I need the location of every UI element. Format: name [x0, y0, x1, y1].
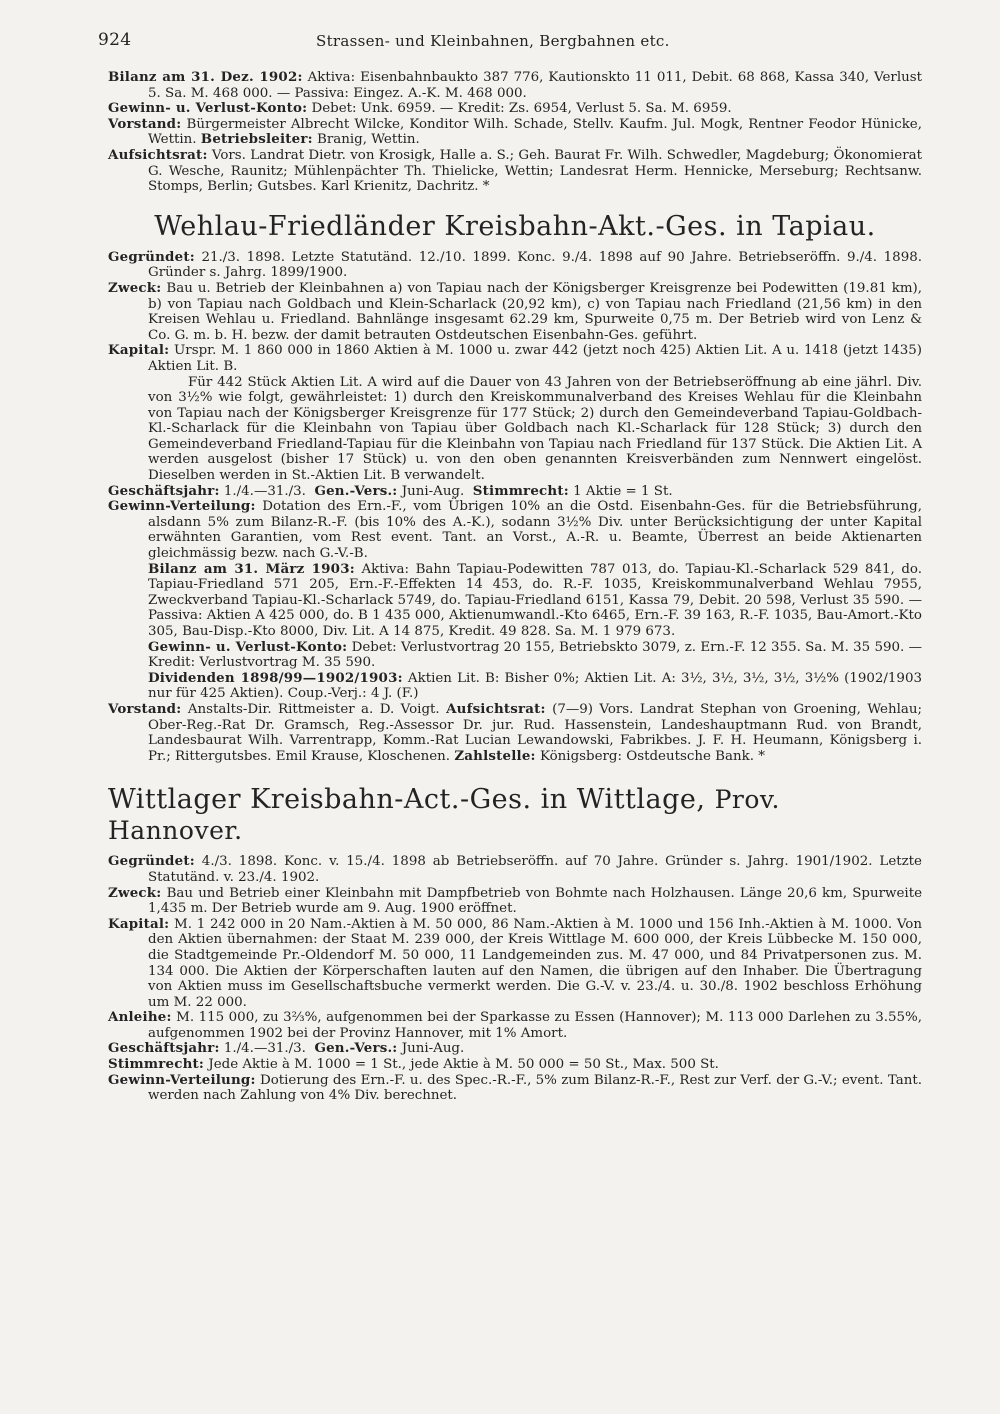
bilanz-label: Bilanz am 31. Dez. 1902: [108, 69, 303, 85]
genvers-label: Gen.-Vers.: [314, 1040, 398, 1057]
aufsichtsrat-text: (7—9) Vors. Landrat Stephan von Groening, Wehlau; Ober-Reg.-Rat Dr. Gramsch, Reg.-Assessor Dr. jur. Rud. Hassenstein, Landeshauptmann Rud. von Brandt, Landesbaurat Wilh. Varrentrapp, Komm.-Rat Lucian Lewandowski, Fabrikbes. J. F. H. Heumann, Königsberg i. Pr.; Rittergutsbes. Emil Krause, Kloschenen. [148, 701, 922, 764]
anleihe-text: M. 115 000, zu 3⅔%, aufgenommen bei der Sparkasse zu Essen (Hannover); M. 113 000 Darlehen zu 3.55%, aufgenommen 1902 bei der Provinz Hannover, mit 1% Amort. [148, 1010, 922, 1041]
gegruendet-label: Gegründet: [108, 248, 195, 265]
bilanz-text: Aktiva: Eisenbahnbaukto 387 776, Kautionskto 11 011, Debit. 68 868, Kassa 340, Verlust 5. Sa. M. 468 000. — Passiva: Eingez. A.-K. M. 468 000. [148, 70, 922, 101]
aufsichtsrat-label: Aufsichtsrat: [108, 146, 208, 163]
kapital-entry [108, 917, 922, 1011]
running-head [98, 30, 922, 60]
running-title: Strassen- und Kleinbahnen, Bergbahnen etc. [316, 32, 670, 50]
betriebsleiter-label: Betriebsleiter: [200, 131, 313, 148]
top-fragment [108, 70, 922, 195]
vorstand-entry [108, 117, 922, 148]
bilanz-entry [108, 70, 922, 101]
geschaeftsjahr-text: 1./4.—31./3. [223, 1041, 306, 1057]
aufsichtsrat-label: Aufsichtsrat: [446, 700, 546, 717]
bilanz-entry [108, 562, 922, 640]
gewinnverteilung-label: Gewinn-Verteilung: [108, 498, 256, 515]
stimmrecht-text: Jede Aktie à M. 1000 = 1 St., jede Aktie à M. 50 000 = 50 St., Max. 500 St. [208, 1057, 719, 1073]
zweck-entry [108, 281, 922, 343]
anleihe-label: Anleihe: [108, 1009, 172, 1026]
gegruendet-entry [108, 250, 922, 281]
gewinnverteilung-entry [108, 1073, 922, 1104]
geschaeftsjahr-label: Geschäftsjahr: [108, 1040, 220, 1057]
zweck-entry [108, 886, 922, 917]
page-number: 924 [98, 30, 132, 50]
aufsichtsrat-entry [108, 148, 922, 195]
stimmrecht-label: Stimmrecht: [108, 1056, 205, 1073]
genvers-text: Juni-Aug. [401, 1041, 465, 1057]
gewinn-label: Gewinn- u. Verlust-Konto: [108, 100, 308, 117]
aufsichtsrat-text: Vors. Landrat Dietr. von Krosigk, Halle a. S.; Geh. Baurat Fr. Wilh. Schwedler, Magdeburg; Ökonomierat G. Wesche, Raunitz; Mühlenpächter Th. Thielicke, Wettin; Landesrat Herm. Hennicke, Merseburg; Rechtsanw. Stomps, Berlin; Gutsbes. Karl Krienitz, Dachritz. * [148, 147, 922, 195]
kapital-text: Urspr. M. 1 860 000 in 1860 Aktien à M. 1000 u. zwar 442 (jetzt noch 425) Aktien Lit. A u. 1418 (jetzt 1435) Aktien Lit. B. [148, 343, 922, 374]
genvers-label: Gen.-Vers.: [314, 482, 398, 499]
vorstand-label: Vorstand: [108, 115, 182, 132]
gegruendet-text: 21./3. 1898. Letzte Statutänd. 12./10. 1899. Konc. 9./4. 1898 auf 90 Jahre. Betriebseröffn. 9./4. 1898. Gründer s. Jahrg. 1899/1900. [148, 249, 922, 281]
gewinnverteilung-text: Dotierung des Ern.-F. u. des Spec.-R.-F., 5% zum Bilanz-R.-F., Rest zur Verf. der G.-V.; event. Tant. werden nach Zahlung von 4% Div. berechnet. [148, 1072, 922, 1104]
geschaeftsjahr-label: Geschäftsjahr: [108, 482, 220, 499]
article-title [108, 784, 922, 846]
zahlstelle-text: Königsberg: Ostdeutsche Bank. * [539, 748, 765, 764]
dividenden-label: Dividenden 1898/99—1902/1903: [148, 669, 403, 686]
kapital-entry [108, 343, 922, 374]
kapital-label: Kapital: [108, 915, 170, 932]
anleihe-entry [108, 1010, 922, 1041]
kapital-text: M. 1 242 000 in 20 Nam.-Aktien à M. 50 000, 86 Nam.-Aktien à M. 1000 und 156 Inh.-Aktien à M. 1000. Von den Aktien übernahmen: der Staat M. 239 000, der Kreis Wittlage M. 600 000, der Kreis Lübbecke M. 150 000, die Stadtgemeinde Pr.-Oldendorf M. 50 000, 11 Landgemeinden zus. M. 47 000, und 84 Privatpersonen zus. M. 134 000. Die Aktien der Körperschaften lauten auf den Namen, die übrigen auf den Inhaber. Die Übertragung von Aktien muss im Gesellschaftsbuche vermerkt werden. Die G.-V. v. 23./4. u. 30./8. 1902 beschloss Erhöhung um M. 22 000. [148, 916, 922, 1010]
gewinn-entry [108, 101, 922, 117]
gewinnverteilung-text: Dotation des Ern.-F., vom Übrigen 10% an die Ostd. Eisenbahn-Ges. für die Betriebsführung, alsdann 5% zum Bilanz-R.-F. (bis 10% des A.-K.), sodann 3½% Div. unter Berücksichtigung der unter Kapital erwähnten Garantien, vom Rest event. Tant. an Vorst., A.-R. u. Beamte, Überrest an beide Aktienarten gleichmässig bezw. nach G.-V.-B. [148, 499, 922, 562]
stimmrecht-text: 1 Aktie = 1 St. [573, 483, 673, 499]
gewinn-text: Debet: Unk. 6959. — Kredit: Zs. 6954, Verlust 5. Sa. M. 6959. [311, 101, 732, 117]
article-title: Wehlau-Friedländer Kreisbahn-Akt.-Ges. in Tapiau. [154, 210, 876, 242]
zweck-text: Bau u. Betrieb der Kleinbahnen a) von Tapiau nach der Königsberger Kreisgrenze bei Podewitten (19.81 km), b) von Tapiau nach Goldbach und Klein-Scharlack (20,92 km), c) von Tapiau nach Friedland (21,56 km) in den Kreisen Wehlau u. Friedland. Bahnlänge insgesamt 62.29 km, Spurweite 0,75 m. Der Betrieb wird von Lenz & Co. G. m. b. H. bezw. der damit betrauten Ostdeutschen Eisenbahn-Ges. geführt. [148, 280, 922, 343]
bilanz-text: Aktiva: Bahn Tapiau-Podewitten 787 013, do. Tapiau-Kl.-Scharlack 529 841, do. Tapiau-Friedland 571 205, Ern.-F.-Effekten 14 453, do. R.-F. 1035, Kreiskommunalverband Wehlau 7955, Zweckverband Tapiau-Kl.-Scharlack 5749, do. Tapiau-Friedland 6151, Kassa 79, Debit. 20 598, Verlust 35 590. — Passiva: Aktien A 425 000, do. B 1 435 000, Aktienumwandl.-Kto 6465, Ern.-F. 39 163, R.-F. 1035, Bau-Amort.-Kto 305, Bau-Disp.-Kto 8000, Div. Lit. A 14 875, Kredit. 49 828. Sa. M. 1 979 673. [148, 561, 922, 639]
zweck-label: Zweck: [108, 279, 162, 296]
stimmrecht-entry [108, 1057, 922, 1073]
zweck-label: Zweck: [108, 884, 162, 901]
vorstand-text: Bürgermeister Albrecht Wilcke, Konditor Wilh. Schade, Stellv. Kaufm. Jul. Mogk, Rentner Feodor Hünicke, Wettin. [148, 116, 922, 148]
geschaeftsjahr-entry [108, 484, 922, 500]
dividenden-text: Aktien Lit. B: Bisher 0%; Aktien Lit. A: 3½, 3½, 3½, 3½, 3½% (1902/1903 nur für 425 Aktien). Coup.-Verj.: 4 J. (F.) [148, 670, 922, 702]
kapital-detail [108, 375, 922, 484]
bilanz-label: Bilanz am 31. März 1903: [148, 560, 355, 577]
geschaeftsjahr-text: 1./4.—31./3. [223, 483, 306, 499]
gewinnverteilung-label: Gewinn-Verteilung: [108, 1071, 256, 1088]
genvers-text: Juni-Aug. [401, 483, 465, 499]
article-wittlager [108, 784, 922, 1104]
zahlstelle-label: Zahlstelle: [454, 747, 536, 764]
article-wehlau-friedlaender [108, 211, 922, 765]
stimmrecht-label: Stimmrecht: [472, 482, 569, 499]
gewinnverteilung-entry [108, 499, 922, 561]
gewinnkonto-label: Gewinn- u. Verlust-Konto: [148, 638, 348, 655]
kapital-label: Kapital: [108, 342, 170, 359]
zweck-text: Bau und Betrieb einer Kleinbahn mit Dampfbetrieb von Bohmte nach Holzhausen. Länge 20,6 km, Spurweite 1,435 m. Der Betrieb wurde am 9. Aug. 1900 eröffnet. [148, 885, 922, 917]
kapital-detail-text: Für 442 Stück Aktien Lit. A wird auf die Dauer von 43 Jahren von der Betriebseröffnung ab eine jährl. Div. von 3½% wie folgt, gewährleistet: 1) durch den Kreiskommunalverband des Kreises Wehlau für die Kleinbahn von Tapiau nach der Königsberger Kreisgrenze für 177 Stück; 2) durch den Gemeindeverband Tapiau-Goldbach-Kl.-Scharlack für die Kleinbahn von Tapiau über Goldbach nach Kl.-Scharlack für 128 Stück; 3) durch den Gemeindeverband Friedland-Tapiau für die Kleinbahn von Tapiau nach Friedland für 137 Stück. Die Aktien Lit. A werden ausgelost (bisher 17 Stück) u. von den oben genannten Kreisverbänden zum Nennwert eingelöst. Dieselben werden in St.-Aktien Lit. B verwandelt. [148, 374, 922, 484]
vorstand-entry [108, 702, 922, 764]
vorstand-text: Anstalts-Dir. Rittmeister a. D. Voigt. [187, 701, 440, 717]
gegruendet-label: Gegründet: [108, 853, 195, 870]
gegruendet-text: 4./3. 1898. Konc. v. 15./4. 1898 ab Betriebseröffn. auf 70 Jahre. Gründer s. Jahrg. 1901/1902. Letzte Statutänd. v. 23./4. 1902. [148, 854, 922, 885]
gewinnkonto-text: Debet: Verlustvortrag 20 155, Betriebskto 3079, z. Ern.-F. 12 355. Sa. M. 35 590. — Kredit: Verlustvortrag M. 35 590. [148, 639, 922, 671]
article-title-main: Wittlager Kreisbahn-Act.-Ges. in Wittlage, [108, 784, 706, 816]
vorstand-label: Vorstand: [108, 700, 182, 717]
article-title-suffix: Prov. Hannover. [108, 785, 780, 846]
dividenden-entry [108, 671, 922, 702]
gegruendet-entry [108, 854, 922, 885]
geschaeftsjahr-entry [108, 1041, 922, 1057]
gewinnkonto-entry [108, 640, 922, 671]
betriebsleiter-text: Branig, Wettin. [317, 132, 420, 148]
